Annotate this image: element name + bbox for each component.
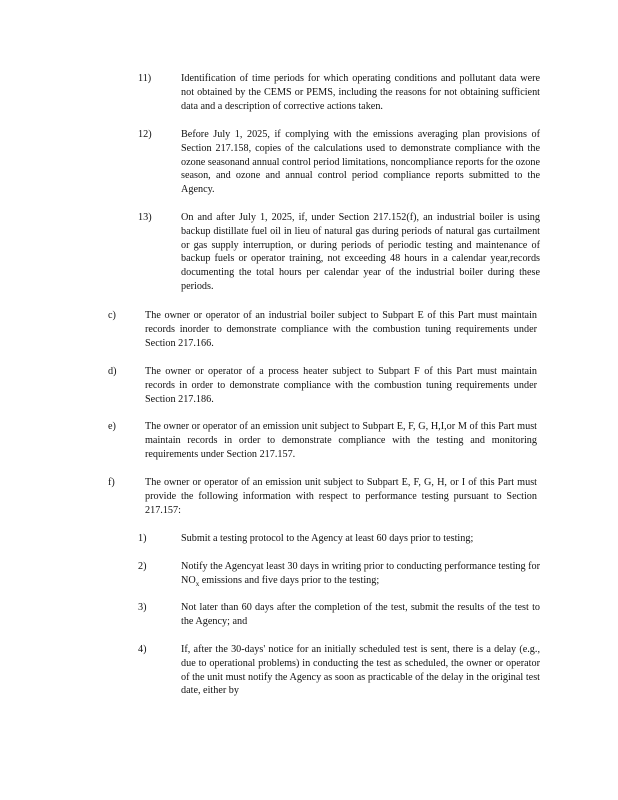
item-text-before: Notify the Agencyat least 30 days in writing prior to conducting performance testing for NO [181,561,541,586]
item-text: The owner or operator of an emission unit subject to Subpart E, F, G, H,I,or M of this Part must maintain records in order to demonstrate compliance with the testing and monitoring requirements under Section 217.157. [145,421,537,460]
item-text: On and after July 1, 2025, if, under Section 217.152(f), an industrial boiler is using backup distillate fuel oil in lieu of natural gas during periods of natural gas curtailment or gas supply interruption, or during periods of periodic testing and maintenance of backup fuels or operator training, not exceeding 48 hours in a calendar year,records documenting the total hours per calendar year of the industrial boiler during these periods. [181,212,540,292]
item-label: 13) [138,212,152,223]
item-text: If, after the 30-days' notice for an initially scheduled test is sent, there is a delay (e.g., due to operational problems) in conducting the test as scheduled, the owner or operator of the unit must notify the Agency as soon as practicable of the delay in the original test date, either by [181,644,540,697]
item-text [181,560,540,588]
subscript-x: x [195,579,200,588]
item-text: Before July 1, 2025, if complying with the emissions averaging plan provisions of Section 217.158, copies of the calculations used to demonstrate compliance with the ozone seasonand annual control period limitations, noncompliance reports for the ozone season, and ozone and annual control period compliance reports submitted to the Agency. [181,129,540,196]
item-text: Not later than 60 days after the completion of the test, submit the results of the test to the Agency; and [181,602,540,627]
item-text: Identification of time periods for which operating conditions and pollutant data were not obtained by the CEMS or PEMS, including the reasons for not obtaining sufficient data and a description of corrective actions taken. [181,73,540,112]
item-text-after: emissions and five days prior to the testing; [201,574,380,586]
item-label: 12) [138,129,152,140]
item-label: 4) [138,644,147,655]
item-text: The owner or operator of a process heater subject to Subpart F of this Part must maintain records in order to demonstrate compliance with the combustion tuning requirements under Section 217.186. [145,366,537,405]
item-label: d) [108,366,117,377]
item-label: 2) [138,561,147,572]
item-label: 3) [138,602,147,613]
item-label: e) [108,421,116,432]
item-label: c) [108,310,116,321]
item-label: f) [108,477,115,488]
item-text: The owner or operator of an emission unit subject to Subpart E, F, G, H, or I of this Part must provide the following information with respect to performance testing pursuant to Section 217.157: [145,477,537,516]
item-text: The owner or operator of an industrial boiler subject to Subpart E of this Part must maintain records inorder to demonstrate compliance with the combustion tuning requirements under Section 217.166. [145,310,537,349]
item-label: 11) [138,73,152,84]
item-text: Submit a testing protocol to the Agency at least 60 days prior to testing; [181,533,474,544]
item-label: 1) [138,533,147,544]
